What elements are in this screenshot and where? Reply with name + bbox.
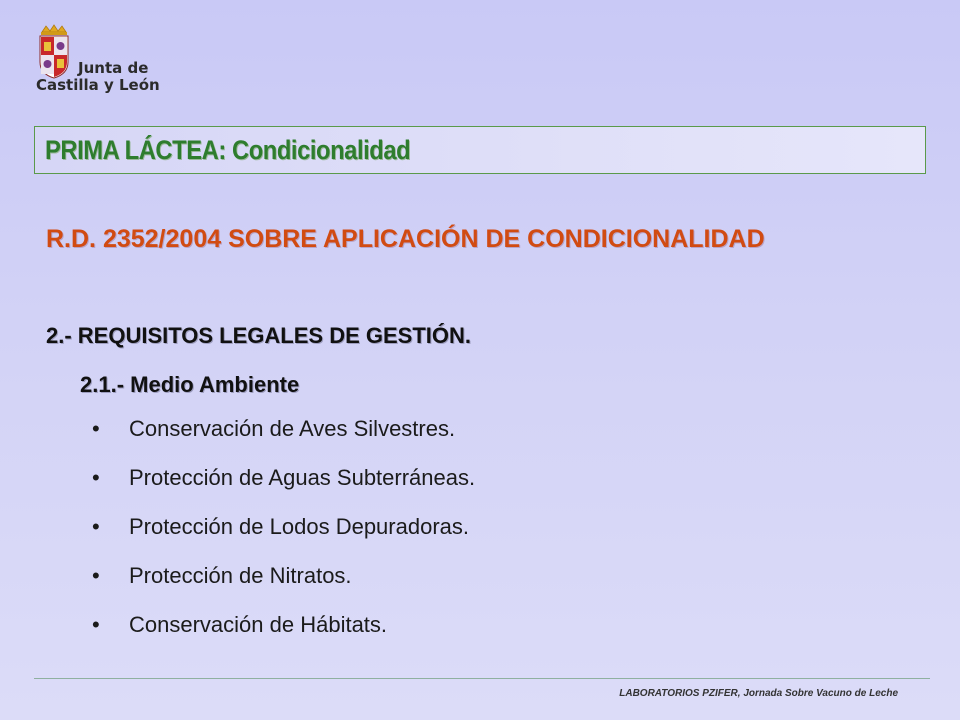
list-item <box>92 416 475 465</box>
footer-divider <box>34 678 930 679</box>
footer-text: LABORATORIOS PZIFER, Jornada Sobre Vacuno de Leche <box>619 688 898 699</box>
list-item-text: Protección de Nitratos. <box>129 563 352 588</box>
subsection-heading: 2.1.- Medio Ambiente <box>80 372 300 397</box>
logo-line-1: Junta de <box>78 59 149 77</box>
decree-heading: R.D. 2352/2004 SOBRE APLICACIÓN DE CONDICIONALIDAD <box>46 225 765 253</box>
list-item <box>92 465 475 514</box>
bullet-icon: • <box>92 612 100 637</box>
requirements-list <box>92 416 475 661</box>
slide-title-box <box>34 126 926 174</box>
logo-text <box>36 60 160 94</box>
section-heading: 2.- REQUISITOS LEGALES DE GESTIÓN. <box>46 323 471 348</box>
list-item-text: Conservación de Hábitats. <box>129 612 388 637</box>
slide-title: PRIMA LÁCTEA: Condicionalidad <box>45 135 411 165</box>
bullet-icon: • <box>92 416 100 441</box>
bullet-icon: • <box>92 514 100 539</box>
bullet-icon: • <box>92 465 100 490</box>
logo-line-2: Castilla y León <box>36 76 160 94</box>
bullet-icon: • <box>92 563 100 588</box>
list-item-text: Protección de Aguas Subterráneas. <box>129 465 476 490</box>
list-item-text: Conservación de Aves Silvestres. <box>129 416 456 441</box>
list-item <box>92 612 475 661</box>
list-item <box>92 563 475 612</box>
list-item-text: Protección de Lodos Depuradoras. <box>129 514 469 539</box>
list-item <box>92 514 475 563</box>
